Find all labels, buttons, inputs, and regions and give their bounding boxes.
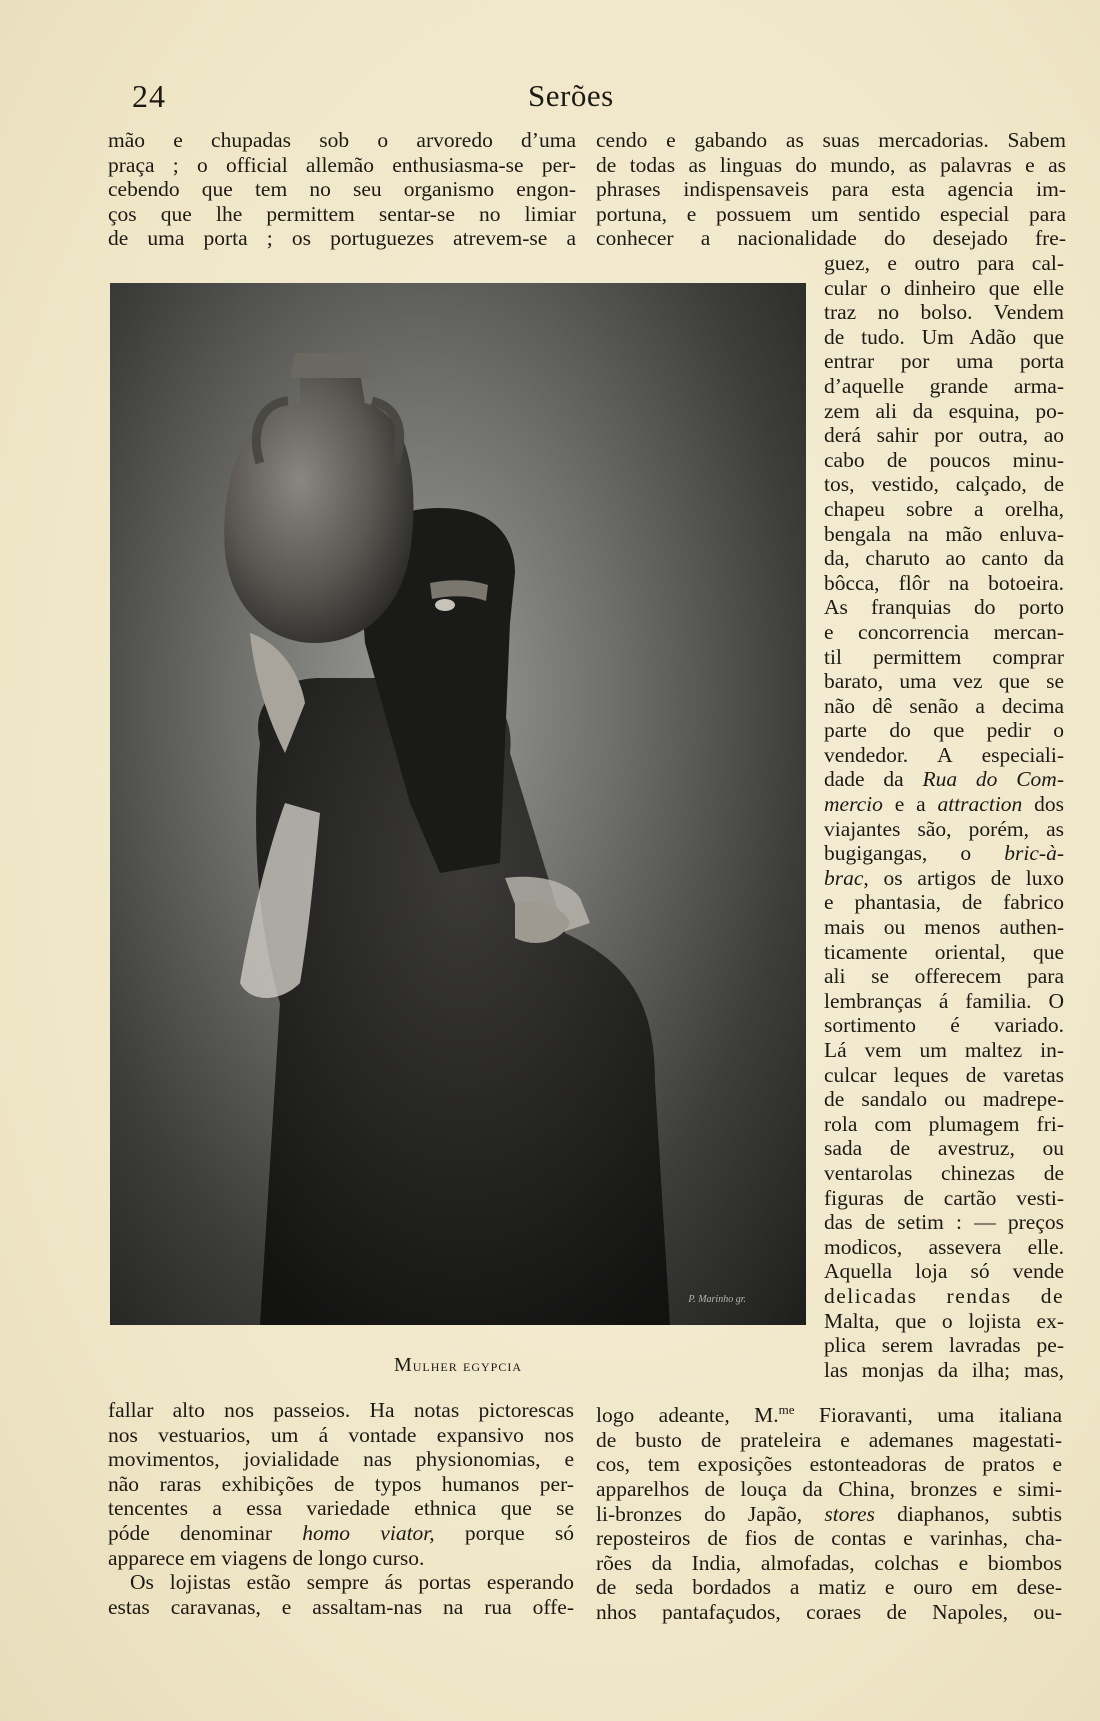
text-line: tencentes a essa variedade ethnica que se [108,1496,574,1521]
text-line: cular o dinheiro que elle [824,275,1064,300]
text-line: de busto de prateleira e ademanes magestati- [596,1427,1062,1452]
text-line: apparelhos de louça da China, bronzes e simi- [596,1476,1062,1501]
text-line: delicadas rendas de [824,1283,1064,1308]
text-span: e a [882,792,938,817]
text-line: portuna, e possuem um sentido especial para [596,201,1066,226]
text-line: derá sahir por outra, ao [824,423,1064,448]
text-line: movimentos, jovialidade nas physionomias, e [108,1447,574,1472]
italic-span: bric-à- [1004,841,1064,866]
text-line: de tudo. Um Adão que [824,324,1064,349]
caption-text: ulher egypcia [412,1356,523,1375]
italic-span: homo viator, [302,1520,435,1545]
text-line: de seda bordados a matiz e ouro em dese- [596,1575,1062,1600]
text-span: li-bronzes do Japão, [596,1501,825,1526]
text-line [824,841,1064,866]
text-span: logo adeante, M. [596,1403,779,1428]
text-line: Os lojistas estão sempre ás portas esperando [130,1570,574,1595]
text-line [596,1502,1062,1527]
text-line: plica serem lavradas pe- [824,1333,1064,1358]
text-line: cabo de poucos minu- [824,447,1064,472]
text-span: Fioravanti, uma italiana [794,1403,1062,1428]
text-line: barato, uma vez que se [824,669,1064,694]
text-line [824,792,1064,817]
text-line [824,767,1064,792]
text-line: cos, tem exposições estonteadoras de pratos e [596,1452,1062,1477]
text-line: praça ; o official allemão enthusiasma-se per- [108,152,576,177]
text-line: conhecer a nacionalidade do desejado fre- [596,226,1066,251]
text-line: guez, e outro para cal- [824,251,1064,275]
text-line: nhos pantafaçudos, coraes de Napoles, ou- [596,1599,1062,1624]
text-line: chapeu sobre a orelha, [824,496,1064,521]
text-line: da, charuto ao canto da [824,546,1064,571]
text-line: ticamente oriental, que [824,939,1064,964]
text-line: zem ali da esquina, po- [824,398,1064,423]
text-span: bugigangas, o [824,841,1005,866]
text-line: cendo e gabando as suas mercadorias. Sabem [596,128,1066,152]
text-line: estas caravanas, e assaltam-nas na rua offe- [108,1594,574,1619]
text-line: mão e chupadas sob o arvoredo d’uma [108,128,576,152]
page-header [108,78,1062,118]
text-line: sada de avestruz, ou [824,1136,1064,1161]
text-line: figuras de cartão vesti- [824,1185,1064,1210]
text-line: Aquella loja só vende [824,1259,1064,1284]
text-span: dos [1022,792,1064,817]
text-line: cebendo que tem no seu organismo engon- [108,177,576,202]
text-line: viajantes são, porém, as [824,816,1064,841]
text-line: As franquias do porto [824,595,1064,620]
text-span: porque só [434,1520,574,1545]
italic-span: attraction [937,792,1023,817]
text-line: bengala na mão enluva- [824,521,1064,546]
text-line: tos, vestido, calçado, de [824,472,1064,497]
text-line: e phantasia, de fabrico [824,890,1064,915]
text-span: , os artigos de luxo [863,865,1064,890]
text-line: ventarolas chinezas de [824,1160,1064,1185]
text-line: modicos, assevera elle. [824,1234,1064,1259]
text-line: reposteiros de fios de contas e varinhas, cha- [596,1526,1062,1551]
text-line: de uma porta ; os portuguezes atrevem-se a [108,226,576,251]
text-line: e concorrencia mercan- [824,619,1064,644]
text-line [108,1521,574,1546]
text-line: de todas as linguas do mundo, as palavras e as [596,152,1066,177]
page-number: 24 [132,78,166,114]
text-line: Malta, que o lojista ex- [824,1308,1064,1333]
photograph-egyptian-woman [110,283,806,1325]
text-line: Lá vem um maltez in- [824,1038,1064,1062]
running-title: Serões [528,78,614,113]
text-span: póde denominar [108,1520,303,1545]
text-line: rões da India, almofadas, colchas e biombos [596,1550,1062,1575]
text-line: culcar leques de varetas [824,1062,1064,1087]
text-line: não dê senão a decima [824,693,1064,718]
italic-span: Rua do Com- [922,767,1064,792]
text-line: ali se offerecem para [824,964,1064,989]
text-line: sortimento é variado. [824,1013,1064,1038]
italic-span: brac [824,865,864,890]
italic-span: mercio [824,792,883,817]
text-line: mais ou menos authen- [824,915,1064,940]
text-line: d’aquelle grande arma- [824,373,1064,398]
italic-span: stores [824,1501,875,1526]
left-top-paragraph [108,128,576,251]
text-line: las monjas da ilha; mas, [824,1357,1064,1382]
text-line: parte do que pedir o [824,718,1064,743]
engraver-signature: P. Marinho gr. [688,1294,746,1305]
text-line: rola com plumagem fri- [824,1111,1064,1136]
right-narrow-column [824,251,1064,1382]
photo-caption [110,1354,806,1377]
text-line: til permittem comprar [824,644,1064,669]
text-line: fallar alto nos passeios. Ha notas pictorescas [108,1398,574,1422]
text-line: apparece em viagens de longo curso. [108,1545,425,1570]
text-line: phrases indispensaveis para esta agencia im- [596,177,1066,202]
superscript: me [778,1402,795,1417]
text-line [824,866,1064,891]
right-bottom-paragraph [596,1398,1062,1625]
text-line: não raras exhibições de typos humanos per- [108,1471,574,1496]
text-line: bôcca, flôr na botoeira. [824,570,1064,595]
text-line: ços que lhe permittem sentar-se no limiar [108,201,576,226]
text-span: dade da [824,767,923,792]
caption-initial: M [393,1354,413,1376]
text-line: vendedor. A especiali- [824,742,1064,767]
text-line: nos vestuarios, um á vontade expansivo nos [108,1422,574,1447]
text-line: das de setim : — preços [824,1210,1064,1235]
text-span: diaphanos, subtis [874,1501,1063,1526]
text-line: traz no bolso. Vendem [824,300,1064,325]
text-line [596,1398,1062,1428]
text-line: lembranças á familia. O [824,988,1064,1013]
right-top-paragraph [596,128,1066,251]
left-bottom-paragraph [108,1398,574,1619]
egyptian-woman-illustration [110,283,806,1325]
text-line: de sandalo ou madrepe- [824,1087,1064,1112]
text-line: entrar por uma porta [824,349,1064,374]
